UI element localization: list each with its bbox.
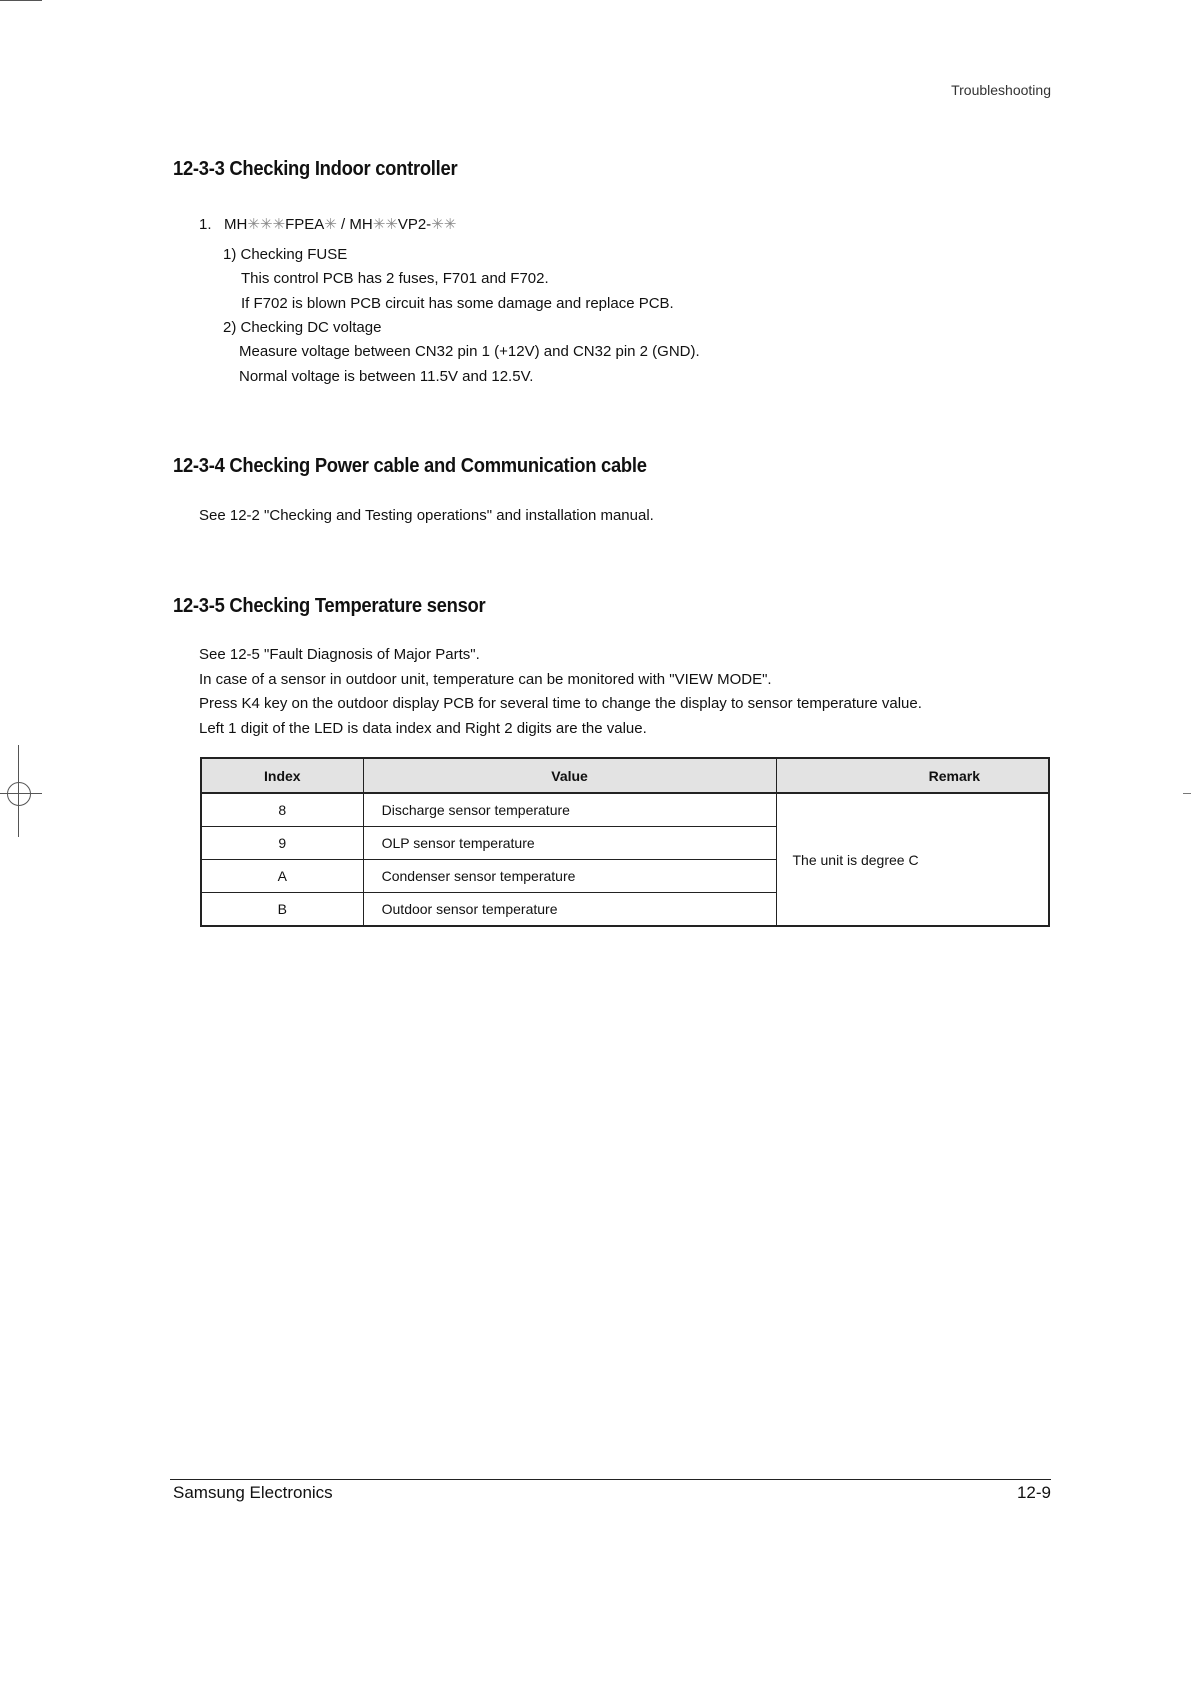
model-text: / MH xyxy=(336,216,373,233)
registration-mark-circle xyxy=(7,782,31,806)
paragraph-line: This control PCB has 2 fuses, F701 and F702. xyxy=(241,270,549,287)
model-text: MH xyxy=(224,216,248,233)
sensor-index-table xyxy=(200,757,1050,927)
wildcard-mark: ✳✳ xyxy=(372,216,398,233)
wildcard-mark: ✳ xyxy=(324,216,337,233)
table-row xyxy=(201,793,1049,827)
running-header: Troubleshooting xyxy=(951,82,1051,98)
paragraph-line: Left 1 digit of the LED is data index and Right 2 digits are the value. xyxy=(199,720,647,737)
crop-mark xyxy=(0,0,42,1)
section-title-power-cable: 12-3-4 Checking Power cable and Communication cable xyxy=(173,455,647,477)
column-header-index: Index xyxy=(201,758,363,793)
value-cell: Discharge sensor temperature xyxy=(363,793,776,827)
column-header-remark: Remark xyxy=(776,758,1049,793)
index-cell: 9 xyxy=(201,827,363,860)
paragraph-line: See 12-5 "Fault Diagnosis of Major Parts". xyxy=(199,646,480,663)
page-number: 12-9 xyxy=(1016,1483,1051,1502)
index-cell: A xyxy=(201,860,363,893)
model-text: VP2- xyxy=(397,216,432,233)
section-title-temperature-sensor: 12-3-5 Checking Temperature sensor xyxy=(173,595,486,617)
registration-mark-right xyxy=(1183,793,1191,794)
footer-company: Samsung Electronics xyxy=(173,1483,333,1502)
wildcard-mark: ✳✳✳ xyxy=(247,216,286,233)
index-cell: B xyxy=(201,893,363,927)
section-title-indoor-controller: 12-3-3 Checking Indoor controller xyxy=(173,158,458,180)
value-cell: Outdoor sensor temperature xyxy=(363,893,776,927)
model-list-item xyxy=(199,217,456,232)
value-cell: Condenser sensor temperature xyxy=(363,860,776,893)
table-header-row xyxy=(201,758,1049,793)
paragraph-line: See 12-2 "Checking and Testing operations" and installation manual. xyxy=(199,507,654,524)
footer-divider xyxy=(170,1479,1051,1480)
wildcard-mark: ✳✳ xyxy=(431,216,457,233)
remark-cell: The unit is degree C xyxy=(776,793,1049,926)
index-cell: 8 xyxy=(201,793,363,827)
column-header-value: Value xyxy=(363,758,776,793)
paragraph-line: If F702 is blown PCB circuit has some damage and replace PCB. xyxy=(241,295,674,312)
item-number: 1. xyxy=(199,216,212,233)
subheading-checking-dc-voltage: 2) Checking DC voltage xyxy=(223,319,382,336)
model-text: FPEA xyxy=(285,216,325,233)
paragraph-line: Measure voltage between CN32 pin 1 (+12V) and CN32 pin 2 (GND). xyxy=(239,343,700,360)
subheading-checking-fuse: 1) Checking FUSE xyxy=(223,246,348,263)
paragraph-line: Normal voltage is between 11.5V and 12.5V. xyxy=(239,368,534,385)
paragraph-line: Press K4 key on the outdoor display PCB for several time to change the display to sensor temperature value. xyxy=(199,695,922,712)
paragraph-line: In case of a sensor in outdoor unit, temperature can be monitored with "VIEW MODE". xyxy=(199,671,772,688)
value-cell: OLP sensor temperature xyxy=(363,827,776,860)
